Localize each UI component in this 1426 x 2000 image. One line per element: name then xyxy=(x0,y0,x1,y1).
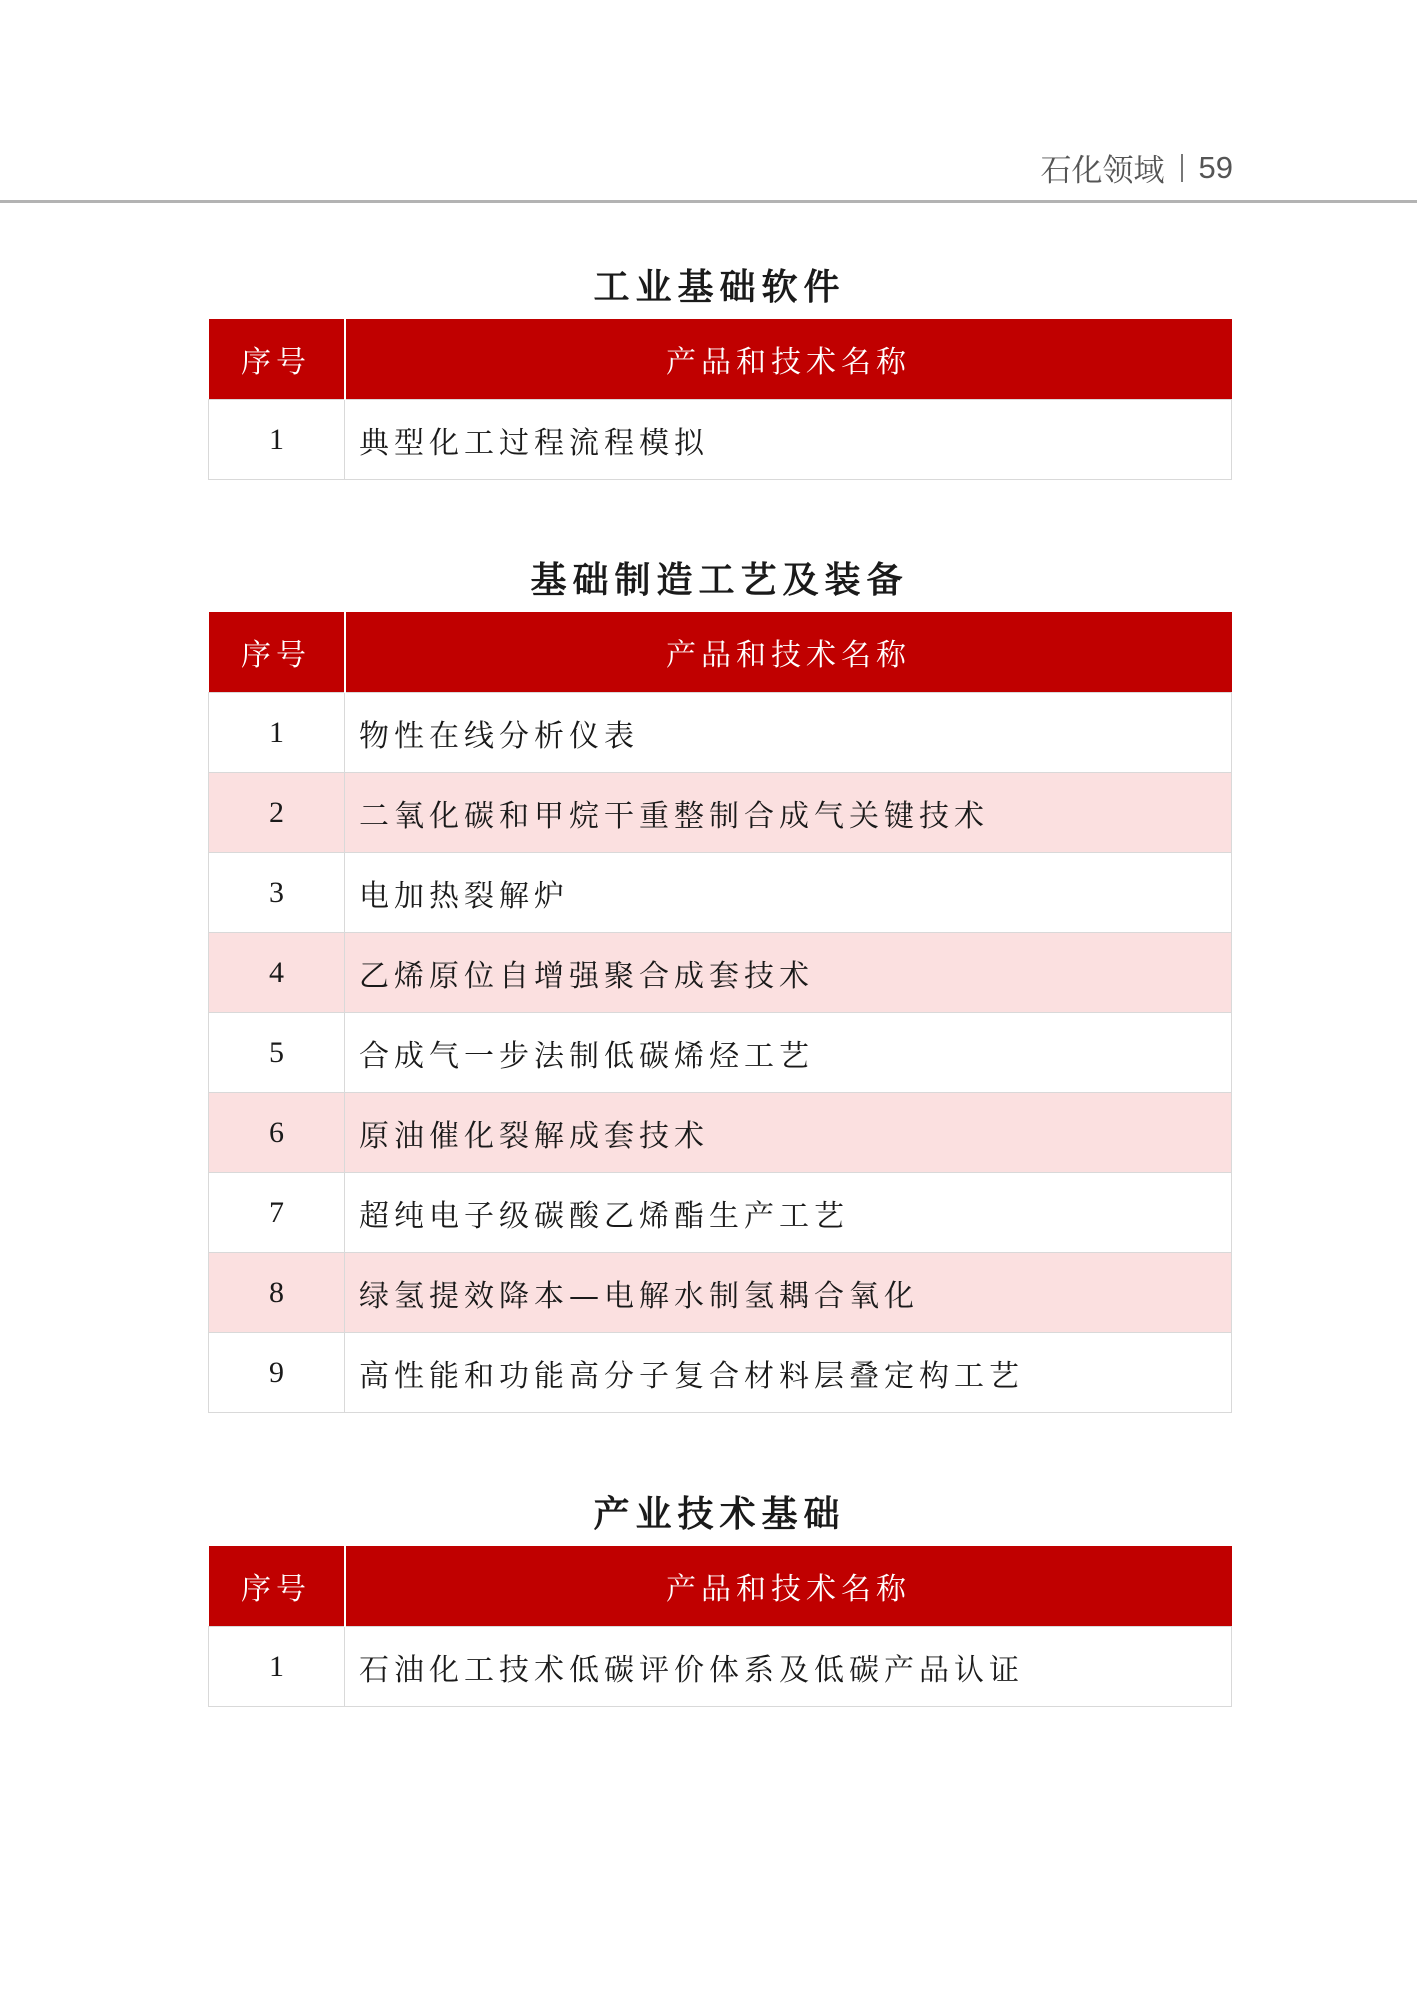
section-title: 产业技术基础 xyxy=(593,1493,846,1535)
row-product-name: 典型化工过程流程模拟 xyxy=(345,400,1232,480)
table-header-row xyxy=(209,612,1232,693)
column-header-no: 序号 xyxy=(209,612,345,693)
section-basic-manufacturing xyxy=(208,550,1231,1413)
row-number: 1 xyxy=(209,400,345,480)
section-title: 工业基础软件 xyxy=(593,266,846,308)
section-title: 基础制造工艺及装备 xyxy=(530,559,909,601)
section-industrial-software xyxy=(208,257,1231,480)
page-number: 59 xyxy=(1198,149,1233,185)
row-product-name: 乙烯原位自增强聚合成套技术 xyxy=(345,933,1232,1013)
page-header xyxy=(1041,145,1233,190)
table-row xyxy=(209,693,1232,773)
table-row xyxy=(209,1333,1232,1413)
product-table xyxy=(208,319,1232,480)
column-header-no: 序号 xyxy=(209,1546,345,1627)
row-product-name: 合成气一步法制低碳烯烃工艺 xyxy=(345,1013,1232,1093)
row-number: 1 xyxy=(209,693,345,773)
row-product-name: 高性能和功能高分子复合材料层叠定构工艺 xyxy=(345,1333,1232,1413)
row-number: 9 xyxy=(209,1333,345,1413)
row-product-name: 物性在线分析仪表 xyxy=(345,693,1232,773)
table-row xyxy=(209,1173,1232,1253)
row-number: 6 xyxy=(209,1093,345,1173)
table-row xyxy=(209,853,1232,933)
table-row xyxy=(209,400,1232,480)
table-header-row xyxy=(209,1546,1232,1627)
row-number: 1 xyxy=(209,1627,345,1707)
row-product-name: 超纯电子级碳酸乙烯酯生产工艺 xyxy=(345,1173,1232,1253)
header-separator xyxy=(1181,154,1183,182)
row-number: 5 xyxy=(209,1013,345,1093)
column-header-name: 产品和技术名称 xyxy=(345,319,1232,400)
table-row xyxy=(209,1013,1232,1093)
header-section-name: 石化领域 xyxy=(1040,153,1165,188)
table-row xyxy=(209,933,1232,1013)
table-row xyxy=(209,1627,1232,1707)
row-product-name: 绿氢提效降本—电解水制氢耦合氧化 xyxy=(345,1253,1232,1333)
table-row xyxy=(209,1093,1232,1173)
row-number: 2 xyxy=(209,773,345,853)
table-header-row xyxy=(209,319,1232,400)
table-row xyxy=(209,773,1232,853)
column-header-name: 产品和技术名称 xyxy=(345,1546,1232,1627)
row-product-name: 石油化工技术低碳评价体系及低碳产品认证 xyxy=(345,1627,1232,1707)
column-header-no: 序号 xyxy=(209,319,345,400)
column-header-name: 产品和技术名称 xyxy=(345,612,1232,693)
product-table xyxy=(208,612,1232,1413)
product-table xyxy=(208,1546,1232,1707)
header-rule xyxy=(0,200,1417,203)
table-row xyxy=(209,1253,1232,1333)
row-number: 3 xyxy=(209,853,345,933)
row-product-name: 原油催化裂解成套技术 xyxy=(345,1093,1232,1173)
row-product-name: 二氧化碳和甲烷干重整制合成气关键技术 xyxy=(345,773,1232,853)
row-number: 8 xyxy=(209,1253,345,1333)
row-number: 7 xyxy=(209,1173,345,1253)
row-number: 4 xyxy=(209,933,345,1013)
row-product-name: 电加热裂解炉 xyxy=(345,853,1232,933)
section-industry-tech-base xyxy=(208,1484,1231,1707)
